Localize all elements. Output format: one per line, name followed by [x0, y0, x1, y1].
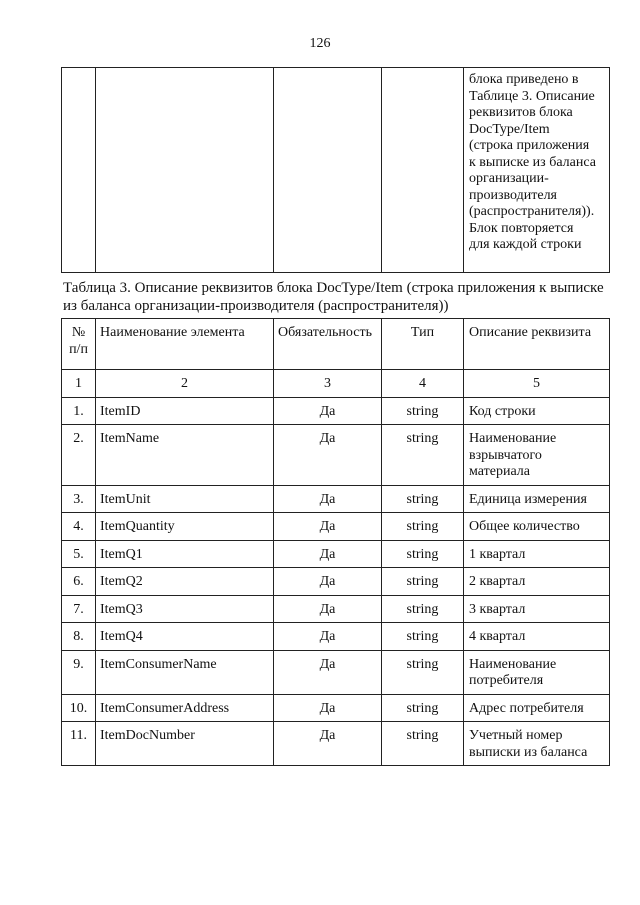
row-number: 11.	[62, 722, 96, 766]
required-flag: Да	[274, 397, 382, 425]
data-type: string	[382, 623, 464, 651]
element-name: ItemDocNumber	[96, 722, 274, 766]
row-number: 6.	[62, 568, 96, 596]
element-name: ItemQ2	[96, 568, 274, 596]
required-flag: Да	[274, 650, 382, 694]
table-row	[62, 650, 610, 694]
index-cell: 2	[96, 370, 274, 398]
requisite-description: Адрес потребителя	[464, 694, 610, 722]
table-row	[62, 623, 610, 651]
index-cell: 4	[382, 370, 464, 398]
row-number: 10.	[62, 694, 96, 722]
data-type: string	[382, 694, 464, 722]
data-type: string	[382, 722, 464, 766]
table-cell	[62, 68, 96, 273]
row-number: 2.	[62, 425, 96, 486]
table-row	[62, 595, 610, 623]
row-number: 8.	[62, 623, 96, 651]
element-name: ItemQ3	[96, 595, 274, 623]
table-row	[62, 513, 610, 541]
requisite-description: Единица измерения	[464, 485, 610, 513]
header-number: № п/п	[62, 319, 96, 370]
data-type: string	[382, 397, 464, 425]
required-flag: Да	[274, 568, 382, 596]
index-row	[62, 370, 610, 398]
element-name: ItemConsumerAddress	[96, 694, 274, 722]
table-row	[62, 68, 610, 273]
table-row	[62, 485, 610, 513]
element-name: ItemUnit	[96, 485, 274, 513]
data-type: string	[382, 595, 464, 623]
table-row	[62, 722, 610, 766]
requisite-description: 4 квартал	[464, 623, 610, 651]
required-flag: Да	[274, 722, 382, 766]
element-name: ItemQ4	[96, 623, 274, 651]
index-cell: 1	[62, 370, 96, 398]
header-row	[62, 319, 610, 370]
row-number: 9.	[62, 650, 96, 694]
required-flag: Да	[274, 425, 382, 486]
element-name: ItemName	[96, 425, 274, 486]
table-cell	[274, 68, 382, 273]
row-number: 1.	[62, 397, 96, 425]
element-name: ItemQ1	[96, 540, 274, 568]
required-flag: Да	[274, 540, 382, 568]
continuation-table	[61, 67, 610, 273]
requisite-description: Код строки	[464, 397, 610, 425]
data-type: string	[382, 485, 464, 513]
requisite-description: Наименование потребителя	[464, 650, 610, 694]
row-number: 3.	[62, 485, 96, 513]
data-type: string	[382, 650, 464, 694]
row-number: 5.	[62, 540, 96, 568]
required-flag: Да	[274, 513, 382, 541]
requisite-description: 2 квартал	[464, 568, 610, 596]
table-row	[62, 540, 610, 568]
requisite-description: 3 квартал	[464, 595, 610, 623]
requisite-description: 1 квартал	[464, 540, 610, 568]
table-caption: Таблица 3. Описание реквизитов блока DocType/Item (строка приложения к выписке из баланса организации-производителя (распространителя))	[63, 280, 604, 314]
data-type: string	[382, 540, 464, 568]
requisite-description: Общее количество	[464, 513, 610, 541]
data-type: string	[382, 568, 464, 596]
table-cell	[96, 68, 274, 273]
required-flag: Да	[274, 694, 382, 722]
requisite-description: Наименование взрывчатого материала	[464, 425, 610, 486]
table-body	[62, 397, 610, 766]
page-number: 126	[309, 36, 331, 51]
table-row	[62, 425, 610, 486]
row-number: 4.	[62, 513, 96, 541]
element-name: ItemConsumerName	[96, 650, 274, 694]
header-type: Тип	[382, 319, 464, 370]
required-flag: Да	[274, 595, 382, 623]
index-cell: 3	[274, 370, 382, 398]
requisites-table	[61, 318, 610, 766]
header-description: Описание реквизита	[464, 319, 610, 370]
element-name: ItemID	[96, 397, 274, 425]
table-row	[62, 397, 610, 425]
index-cell: 5	[464, 370, 610, 398]
table-row	[62, 694, 610, 722]
header-required: Обязательность	[274, 319, 382, 370]
table-cell	[382, 68, 464, 273]
element-name: ItemQuantity	[96, 513, 274, 541]
table-row	[62, 568, 610, 596]
data-type: string	[382, 513, 464, 541]
requisite-description: Учетный номер выписки из баланса	[464, 722, 610, 766]
header-element-name: Наименование элемента	[96, 319, 274, 370]
data-type: string	[382, 425, 464, 486]
continuation-description: блока приведено в Таблице 3. Описание реквизитов блока DocType/Item (строка приложения к выписке из баланса организации- производителя (распространителя)). Блок повторяется для каждой строки	[464, 68, 610, 273]
required-flag: Да	[274, 623, 382, 651]
row-number: 7.	[62, 595, 96, 623]
required-flag: Да	[274, 485, 382, 513]
